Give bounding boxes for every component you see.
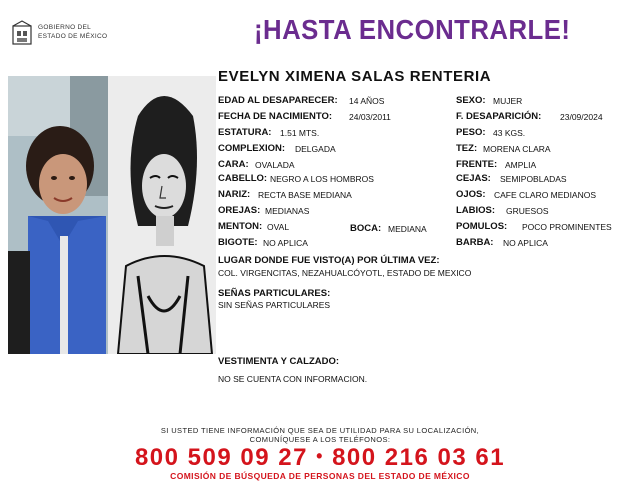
field-label-orejas: OREJAS: bbox=[218, 205, 261, 216]
field-label-cara: CARA: bbox=[218, 159, 249, 170]
field-label-tez: TEZ: bbox=[456, 143, 478, 154]
age-progression-sketch bbox=[108, 76, 216, 354]
field-label-menton: MENTON: bbox=[218, 221, 263, 232]
field-label-cabello: CABELLO: bbox=[218, 173, 268, 184]
field-value-orejas: MEDIANAS bbox=[265, 206, 310, 216]
field-value-menton: OVAL bbox=[267, 222, 290, 232]
field-label-frente: FRENTE: bbox=[456, 159, 498, 170]
field-label-cejas: CEJAS: bbox=[456, 173, 491, 184]
field-label-bigote: BIGOTE: bbox=[218, 237, 258, 248]
field-label-nacimiento: FECHA DE NACIMIENTO: bbox=[218, 111, 332, 122]
last-seen-label: LUGAR DONDE FUE VISTO(A) POR ÚLTIMA VEZ: bbox=[218, 255, 440, 266]
field-value-desaparicion: 23/09/2024 bbox=[560, 112, 603, 122]
phone-numbers bbox=[0, 444, 640, 472]
field-value-pomulos: POCO PROMINENTES bbox=[522, 222, 612, 232]
field-value-sexo: MUJER bbox=[493, 96, 523, 106]
field-value-barba: NO APLICA bbox=[503, 238, 548, 248]
commission-name: COMISIÓN DE BÚSQUEDA DE PERSONAS DEL ESTADO DE MÉXICO bbox=[170, 471, 470, 481]
person-photo bbox=[8, 76, 108, 354]
field-label-peso: PESO: bbox=[456, 127, 486, 138]
field-value-cabello: NEGRO A LOS HOMBROS bbox=[270, 174, 374, 184]
field-label-complexion: COMPLEXION: bbox=[218, 143, 286, 154]
gov-name-line2: ESTADO DE MÉXICO bbox=[38, 33, 108, 40]
field-value-edad: 14 AÑOS bbox=[349, 96, 385, 106]
field-value-nariz: RECTA BASE MEDIANA bbox=[258, 190, 352, 200]
field-label-boca: BOCA: bbox=[350, 223, 382, 234]
field-value-cejas: SEMIPOBLADAS bbox=[500, 174, 567, 184]
field-value-boca: MEDIANA bbox=[388, 224, 427, 234]
last-seen-value: COL. VIRGENCITAS, NEZAHUALCÓYOTL, ESTADO DE MEXICO bbox=[218, 268, 472, 278]
field-label-sexo: SEXO: bbox=[456, 95, 486, 106]
phone-number-1[interactable]: 800 509 09 27 bbox=[134, 444, 308, 471]
field-label-labios: LABIOS: bbox=[456, 205, 496, 216]
field-value-nacimiento: 24/03/2011 bbox=[349, 112, 391, 122]
field-value-bigote: NO APLICA bbox=[263, 238, 308, 248]
headline: ¡HASTA ENCONTRARLE! bbox=[254, 14, 571, 45]
marks-label: SEÑAS PARTICULARES: bbox=[218, 288, 331, 299]
phone-number-2[interactable]: 800 216 03 61 bbox=[332, 444, 506, 471]
gov-name-line1: GOBIERNO DEL bbox=[38, 24, 92, 31]
state-emblem-icon bbox=[10, 20, 34, 46]
field-value-complexion: DELGADA bbox=[295, 144, 336, 154]
field-value-estatura: 1.51 MTS. bbox=[280, 128, 320, 138]
field-label-ojos: OJOS: bbox=[456, 189, 486, 200]
contact-instructions bbox=[0, 426, 640, 444]
clothing-label: VESTIMENTA Y CALZADO: bbox=[218, 356, 340, 367]
government-logo bbox=[10, 18, 120, 48]
field-label-nariz: NARIZ: bbox=[218, 189, 251, 200]
clothing-value: NO SE CUENTA CON INFORMACION. bbox=[218, 374, 368, 384]
phone-separator: • bbox=[316, 446, 324, 466]
field-value-cara: OVALADA bbox=[255, 160, 295, 170]
field-label-estatura: ESTATURA: bbox=[218, 127, 272, 138]
contact-line1: SI USTED TIENE INFORMACIÓN QUE SEA DE UTILIDAD PARA SU LOCALIZACIÓN, bbox=[160, 426, 480, 435]
field-label-desaparicion: F. DESAPARICIÓN: bbox=[456, 111, 542, 122]
field-value-tez: MORENA CLARA bbox=[483, 144, 551, 154]
marks-value: SIN SEÑAS PARTICULARES bbox=[218, 300, 331, 310]
field-value-frente: AMPLIA bbox=[505, 160, 537, 170]
field-value-peso: 43 KGS. bbox=[493, 128, 526, 138]
field-label-barba: BARBA: bbox=[456, 237, 494, 248]
field-value-labios: GRUESOS bbox=[506, 206, 549, 216]
person-name: EVELYN XIMENA SALAS RENTERIA bbox=[218, 68, 492, 85]
contact-line2: COMUNÍQUESE A LOS TELÉFONOS: bbox=[249, 435, 391, 444]
field-label-pomulos: POMULOS: bbox=[456, 221, 508, 232]
field-value-ojos: CAFE CLARO MEDIANOS bbox=[494, 190, 597, 200]
field-label-edad: EDAD AL DESAPARECER: bbox=[218, 95, 338, 106]
